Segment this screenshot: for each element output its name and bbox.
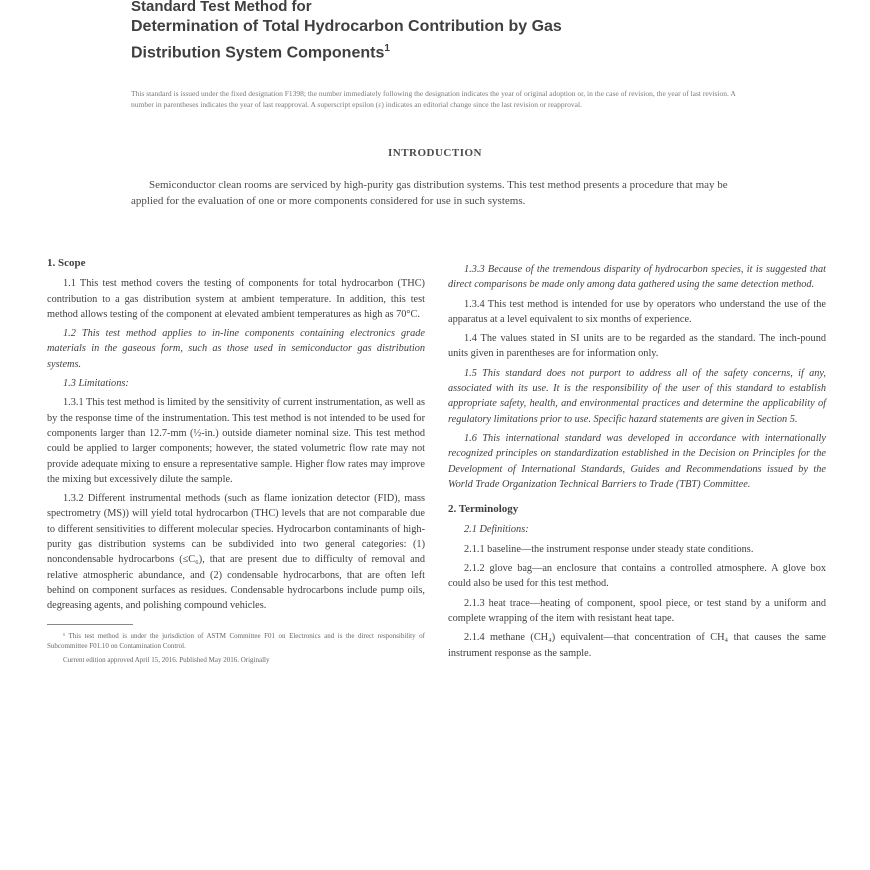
paragraph-1-4: 1.4 The values stated in SI units are to be regarded as the standard. The inch-pound units given in parentheses are for information only. [448,333,826,360]
left-column [47,256,425,669]
title-line-2: Determination of Total Hydrocarbon Contribution by Gas [131,18,562,35]
title-line-1: Standard Test Method for [131,0,312,15]
paragraph-1-1: 1.1 This test method covers the testing of components for total hydrocarbon (THC) contribution to a gas distribution system at ambient temperature. In addition, this test method allows testing of the component at elevated ambient temperatures as high as 70°C. [47,278,425,320]
paragraph-1-3: 1.3 Limitations: [63,378,129,390]
introduction-text: Semiconductor clean rooms are serviced by high-purity gas distribution systems. This test method presents a procedure that may be applied for the evaluation of one or more components considered for use in such systems. [131,179,728,207]
paragraph-1-2: 1.2 This test method applies to in-line components containing electronics grade materials in the gaseous form, such as those used in semiconductor gas distribution systems. [47,328,425,370]
paragraph-2-1: 2.1 Definitions: [464,524,529,536]
title-line-3 [131,38,771,64]
right-column [448,262,826,665]
paragraph-1-3-2: 1.3.2 Different instrumental methods (such as flame ionization detector (FID), mass spectrometry (MS)) will yield total hydrocarbon (THC) levels that are not comparable due to different sensitivities to different molecular species. Hydrocarbon contaminants of high-purity gas distribution systems can be subdivided into two general categories: (1) noncondensable hydrocarbons (≤C₆), that are present due to difficulty of removal and relative atmospheric abundance, and (2) condensable hydrocarbons, that are often left behind on component surfaces as residues. Condensable hydrocarbons include pump oils, degreasing agents, and polishing compound vehicles. [47,493,425,612]
paragraph-2-1-3: 2.1.3 heat trace—heating of component, spool piece, or test stand by a uniform and complete wrapping of the item with resistant heat tape. [448,597,826,624]
footnote-divider [47,624,133,625]
paragraph-2-1-4: 2.1.4 methane (CH₄) equivalent—that concentration of CH₄ that causes the same instrument response as the sample. [448,632,826,659]
paragraph-2-1-2: 2.1.2 glove bag—an enclosure that contains a controlled atmosphere. A glove box could also be used for this test method. [448,563,826,590]
paragraph-2-1-1: 2.1.1 baseline—the instrument response under steady state conditions. [464,543,754,555]
title-footnote-marker: 1 [384,43,390,54]
introduction-heading: INTRODUCTION [387,147,482,159]
section-1-heading: 1. Scope [47,257,86,269]
paragraph-1-6: 1.6 This international standard was developed in accordance with internationally recognized principles on standardization established in the Decision on Principles for the Development of International Standards, Guides and Recommendations issued by the World Trade Organization Technical Barriers to Trade (TBT) Committee. [448,432,826,490]
paragraph-1-3-1: 1.3.1 This test method is limited by the sensitivity of current instrumentation, as well as by the response time of the instrumentation. This test method is not intended to be used for components larger than 12.7-mm (½-in.) outside diameter nominal size. This test method could be applied to larger components; however, the stated volumetric flow rate may not provide adequate mixing to ensure a representative sample. Higher flow rates may improve the mixing but excessively dilute the sample. [47,397,425,485]
footnote-1: ¹ This test method is under the jurisdiction of ASTM Committee F01 on Electronics and is the direct responsibility of Subcommittee F01.10 on Contamination Control. [47,631,425,650]
footnote-2: Current edition approved April 15, 2016. Published May 2016. Originally [63,655,270,664]
paragraph-1-3-4: 1.3.4 This test method is intended for use by operators who understand the use of the apparatus at a level equivalent to six months of experience. [448,298,826,325]
title-line-3-text: Distribution System Components [131,44,385,62]
section-2-heading: 2. Terminology [448,503,519,516]
document-title [131,0,771,64]
paragraph-1-5: 1.5 This standard does not purport to address all of the safety concerns, if any, associated with its use. It is the responsibility of the user of this standard to establish appropriate safety, health, and environmental practices and determine the applicability of regulatory limitations prior to use. Specific hazard statements are given in Section 5. [448,367,826,425]
paragraph-1-3-3: 1.3.3 Because of the tremendous disparity of hydrocarbon species, it is suggested that direct comparisons be made only among data gathered using the same detection method. [448,264,826,291]
designation-notice: This standard is issued under the fixed designation F1398; the number immediately following the designation indicates the year of original adoption or, in the case of revision, the year of last revision. A number in parentheses indicates the year of last reapproval. A superscript epsilon (ε) indicates an editorial change since the last revision or reapproval. [131,89,736,109]
